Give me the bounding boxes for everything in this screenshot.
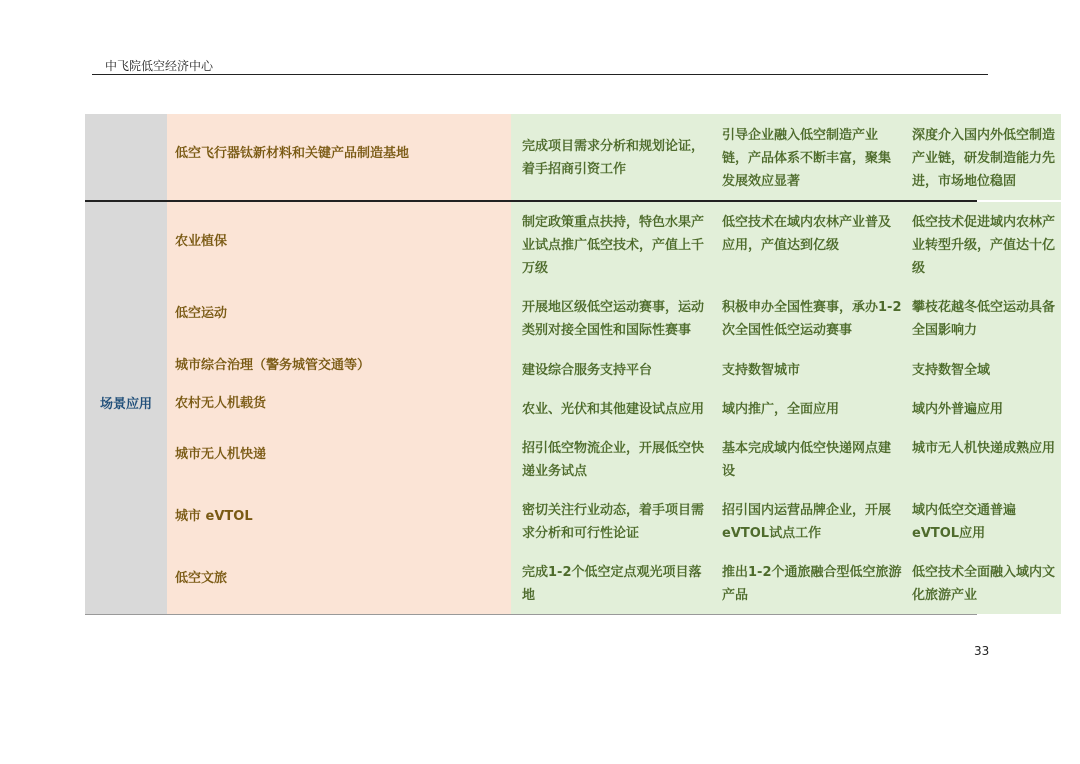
stage2-text: 推出1-2个通旅融合型低空旅游产品 [722,565,902,603]
item-text: 城市综合治理（警务城管交通等） [175,358,371,373]
item-text: 城市 eVTOL [175,509,253,524]
stage3-text: 低空技术全面融入域内文化旅游产业 [912,565,1056,603]
item-text: 低空运动 [175,306,228,321]
header-org-name: 中飞院低空经济中心 [105,59,214,73]
stage3-text: 深度介入国内外低空制造产业链，研发制造能力先进，市场地位稳固 [912,128,1056,189]
stage3-text: 域内外普遍应用 [912,402,1004,417]
category-label: 场景应用 [99,397,152,412]
header-rule [92,74,988,75]
stage3-text: 支持数智全域 [912,363,991,378]
item-text: 城市无人机快递 [175,447,267,462]
item-text: 低空文旅 [175,571,228,586]
stage2-text: 基本完成域内低空快递网点建设 [722,441,892,479]
stage1-text: 密切关注行业动态，着手项目需求分析和可行性论证 [522,503,705,541]
stage1-text: 完成1-2个低空定点观光项目落地 [522,565,702,603]
stage2-text: 支持数智城市 [722,363,801,378]
item-text: 低空飞行器钛新材料和关键产品制造基地 [175,146,410,161]
stage3-text: 城市无人机快递成熟应用 [912,441,1056,456]
stage1-text: 农业、光伏和其他建设试点应用 [522,402,705,417]
stage3-text: 域内低空交通普遍eVTOL应用 [912,503,1017,541]
table-row [85,114,1056,200]
page-number: 33 [974,644,990,658]
stage1-text: 完成项目需求分析和规划论证，着手招商引资工作 [522,139,705,177]
stage1-text: 招引低空物流企业，开展低空快递业务试点 [522,441,705,479]
stage3-text: 攀枝花越冬低空运动具备全国影响力 [912,300,1056,338]
stage2-text: 引导企业融入低空制造产业链，产品体系不断丰富，聚集发展效应显著 [722,128,892,189]
category-cell [85,114,167,200]
stage2-text: 低空技术在域内农林产业普及应用，产值达到亿级 [722,215,892,253]
section-block [85,202,1056,614]
stage2-text: 招引国内运营品牌企业，开展eVTOL试点工作 [722,503,892,541]
item-text: 农村无人机载货 [175,396,267,411]
stage1-text: 建设综合服务支持平台 [522,363,653,378]
table-bottom-border [85,614,977,615]
stage2-text: 积极申办全国性赛事，承办1-2次全国性低空运动赛事 [722,300,902,338]
stage3-text: 低空技术促进域内农林产业转型升级，产值达十亿级 [912,215,1056,276]
stage1-text: 开展地区级低空运动赛事，运动类别对接全国性和国际性赛事 [522,300,705,338]
stage1-text: 制定政策重点扶持，特色水果产业试点推广低空技术，产值上千万级 [522,215,705,276]
item-text: 农业植保 [175,234,228,249]
stage2-text: 域内推广，全面应用 [722,402,840,417]
